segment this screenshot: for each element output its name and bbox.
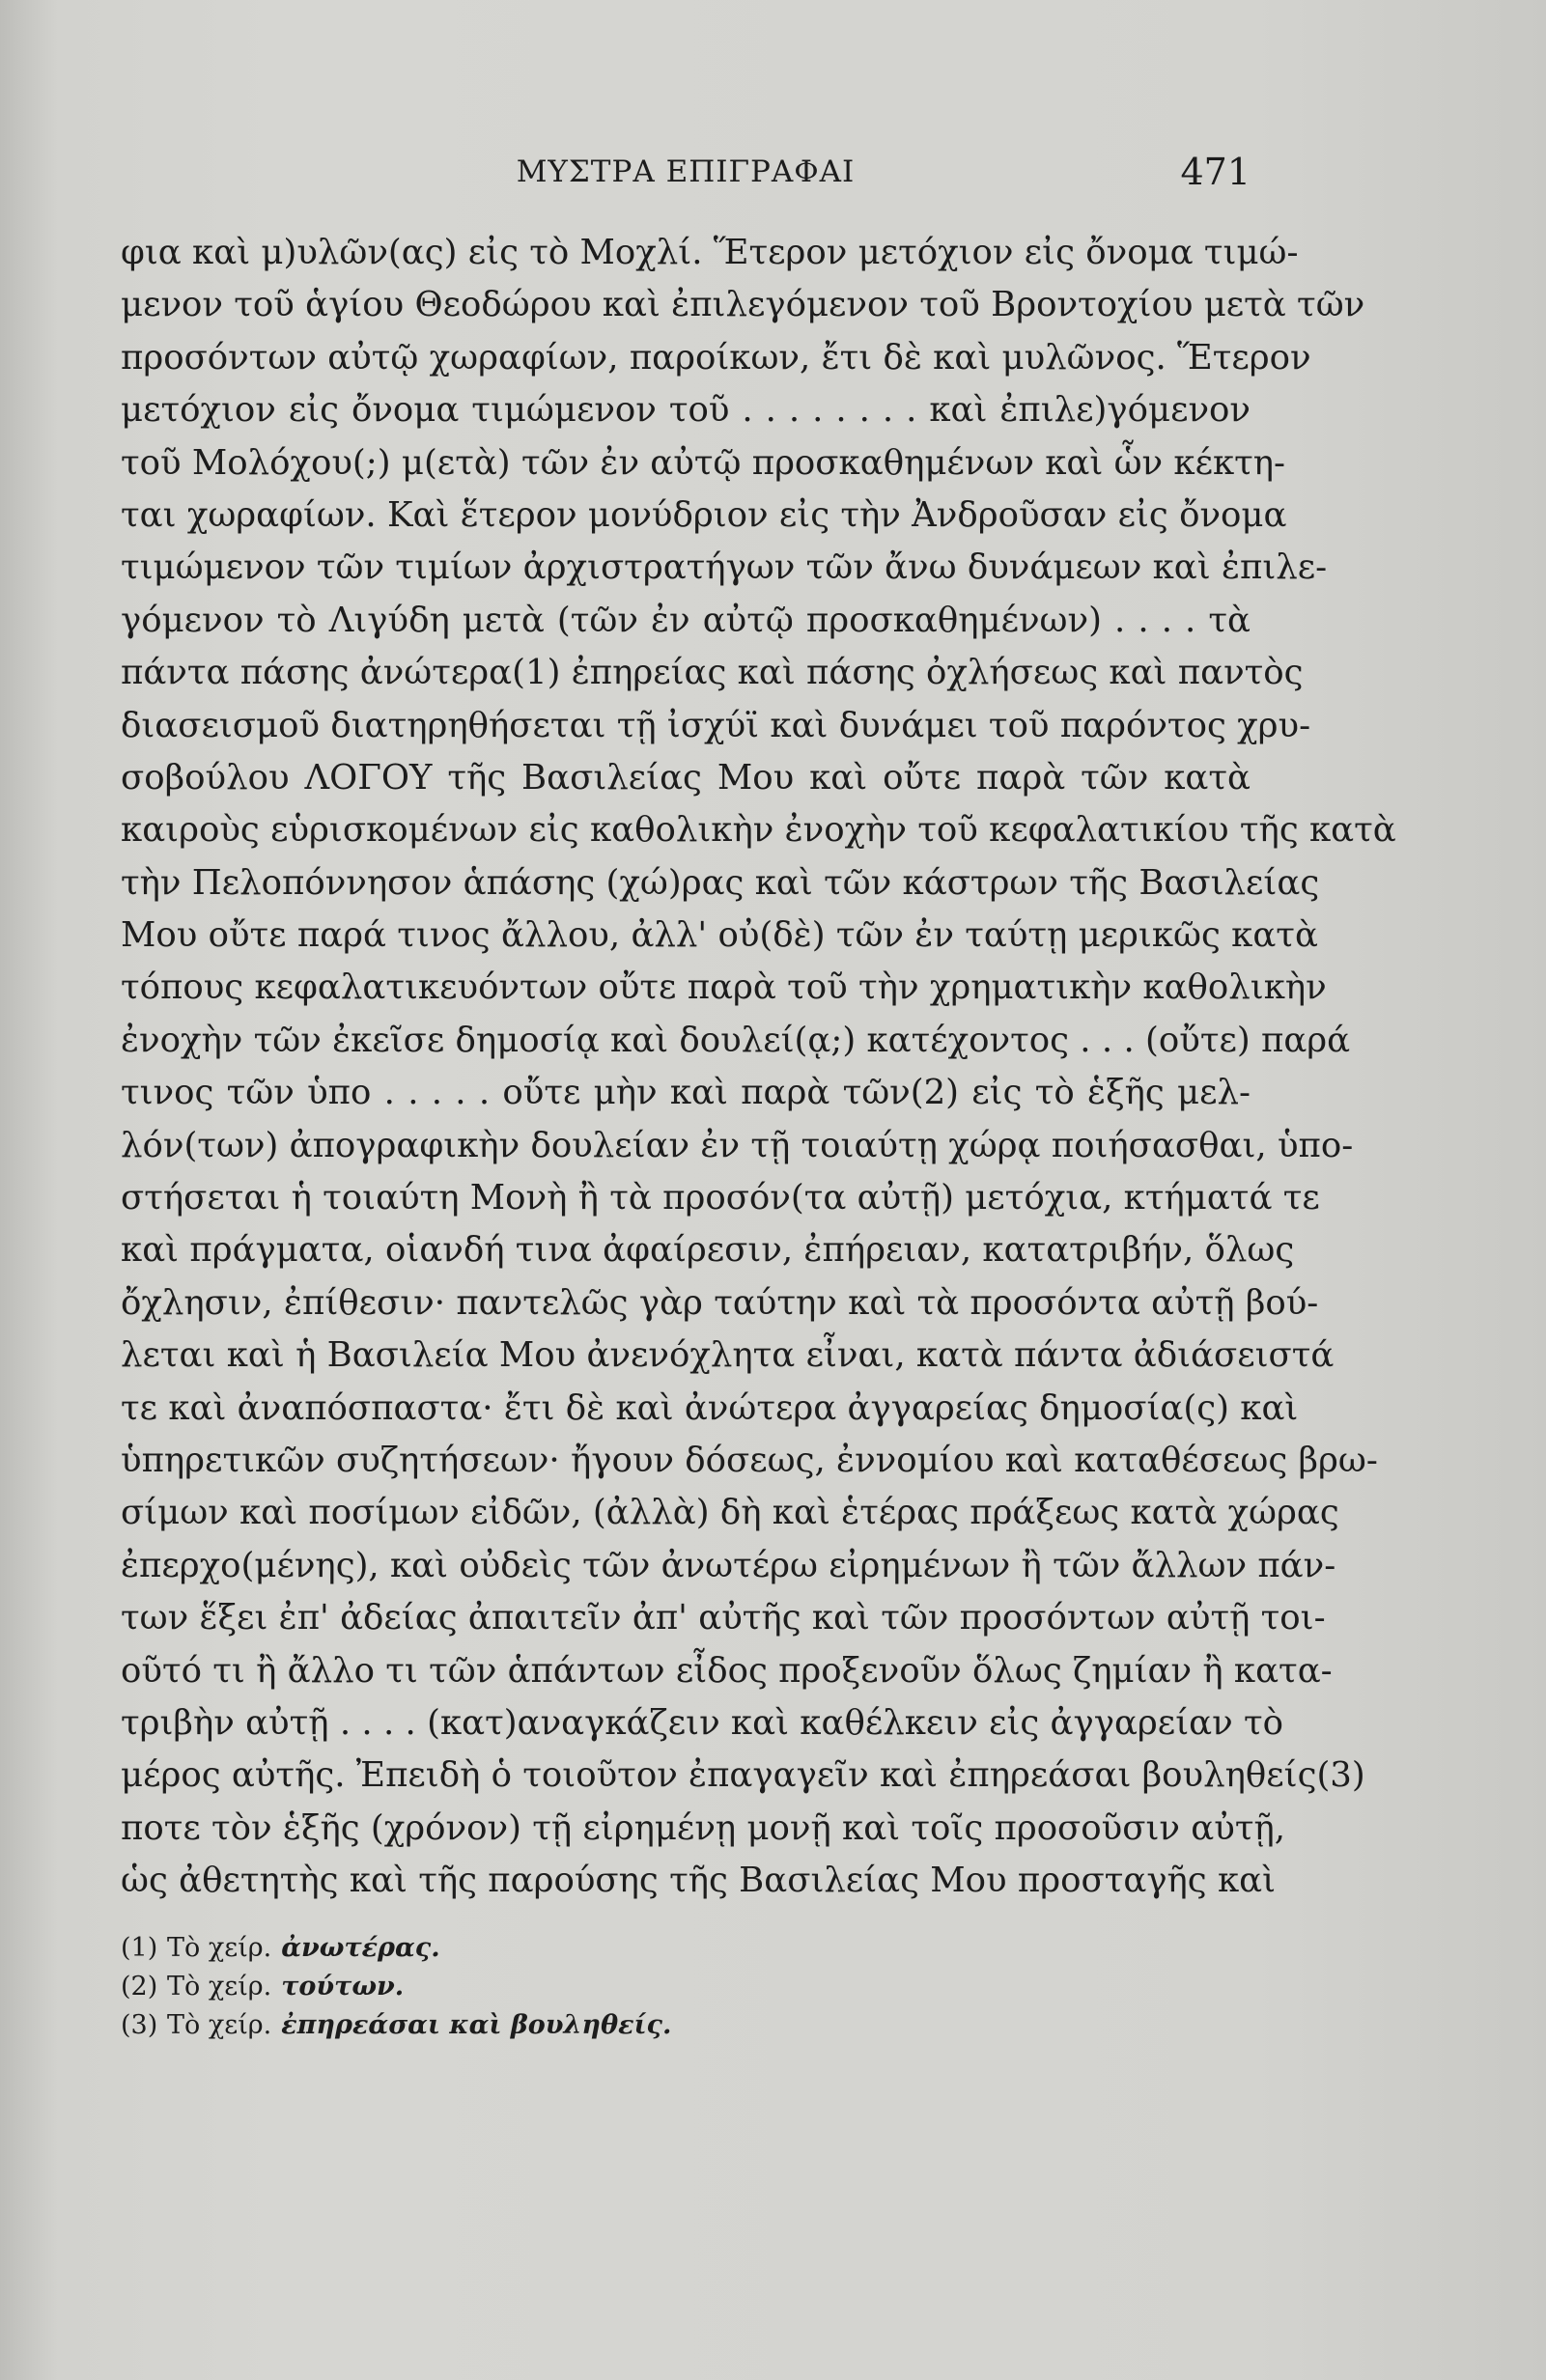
text-line: τοῦ Μολόχου(;) μ(ετὰ) τῶν ἐν αὐτῷ προσκαθημένων καὶ ὧν κέκτη- [121,442,1286,483]
text-line: λεται καὶ ἡ Βασιλεία Μου ἀνενόχλητα εἶναι, κατὰ πάντα ἀδιάσειστά [121,1335,1335,1376]
footnote-marker: (3) [121,2010,158,2040]
text-line: τόπους κεφαλατικευόντων οὔτε παρὰ τοῦ τὴν χρηματικὴν καθολικὴν [121,967,1327,1008]
text-line: τὴν Πελοπόννησον ἁπάσης (χώ)ρας καὶ τῶν κάστρων τῆς Βασιλείας [121,862,1320,903]
text-line: ἐνοχὴν τῶν ἐκεῖσε δημοσίᾳ καὶ δουλεί(ᾳ;) κατέχοντος . . . (οὔτε) παρά [121,1020,1351,1060]
footnote-marker: (1) [121,1933,158,1963]
text-line: λόν(των) ἀπογραφικὴν δουλείαν ἐν τῇ τοιαύτῃ χώρᾳ ποιήσασθαι, ὑπο- [121,1125,1354,1165]
text-line: στήσεται ἡ τοιαύτη Μονὴ ἢ τὰ προσόν(τα αὐτῇ) μετόχια, κτήματά τε [121,1178,1320,1218]
page-header [121,151,1251,212]
page-number: 471 [1180,151,1251,193]
text-line: ται χωραφίων. Καὶ ἕτερον μονύδριον εἰς τὴν Ἀνδροῦσαν εἰς ὄνομα [121,494,1287,535]
body-text [121,227,1396,1908]
text-line: φια καὶ μ)υλῶν(ας) εἰς τὸ Μοχλί. Ἕτερον μετόχιον εἰς ὄνομα τιμώ- [121,233,1299,272]
text-line: καὶ πράγματα, οἱανδή τινα ἀφαίρεσιν, ἐπήρειαν, κατατριβήν, ὅλως [121,1230,1295,1271]
text-line: Μου οὔτε παρά τινος ἄλλου, ἀλλ' οὐ(δὲ) τῶν ἐν ταύτῃ μερικῶς κατὰ [121,915,1318,956]
footnote-label: Τὸ χείρ. [167,1933,272,1963]
text-line: πάντα πάσης ἀνώτερα(1) ἐπηρείας καὶ πάσης ὀχλήσεως καὶ παντὸς [121,653,1304,693]
footnote-text: ἐπηρεάσαι καὶ βουληθείς. [281,2010,672,2040]
text-line: σοβούλου ΛΟΓΟΥ τῆς Βασιλείας Μου καὶ οὔτε παρὰ τῶν κατὰ [121,757,1251,798]
footnote-text: τούτων. [281,1972,405,2002]
footnote-text: ἀνωτέρας. [281,1933,440,1963]
text-line: ὡς ἀθετητὴς καὶ τῆς παρούσης τῆς Βασιλείας Μου προσταγῆς καὶ [121,1861,1277,1901]
footnote [121,2006,1251,2045]
text-line: μετόχιον εἰς ὄνομα τιμώμενον τοῦ . . . . . . . . καὶ ἐπιλε)γόμενον [121,390,1251,431]
text-line: ὑπηρετικῶν συζητήσεων· ἤγουν δόσεως, ἐννομίου καὶ καταθέσεως βρω- [121,1440,1378,1480]
footnote [121,1968,1251,2006]
footnotes [121,1929,1251,2045]
text-line: τιμώμενον τῶν τιμίων ἀρχιστρατήγων τῶν ἄνω δυνάμεων καὶ ἐπιλε- [121,547,1328,588]
text-line: μέρος αὐτῆς. Ἐπειδὴ ὁ τοιοῦτον ἐπαγαγεῖν καὶ ἐπηρεάσαι βουληθείς(3) [121,1755,1365,1796]
text-line: τριβὴν αὐτῇ . . . . (κατ)αναγκάζειν καὶ καθέλκειν εἰς ἀγγαρείαν τὸ [121,1702,1283,1743]
text-line: καιροὺς εὑρισκομένων εἰς καθολικὴν ἐνοχὴν τοῦ κεφαλατικίου τῆς κατὰ [121,810,1396,851]
text-line: προσόντων αὐτῷ χωραφίων, παροίκων, ἔτι δὲ καὶ μυλῶνος. Ἕτερον [121,337,1311,378]
text-line: μενον τοῦ ἁγίου Θεοδώρου καὶ ἐπιλεγόμενον τοῦ Βροντοχίου μετὰ τῶν [121,285,1365,325]
text-line: ὄχλησιν, ἐπίθεσιν· παντελῶς γὰρ ταύτην καὶ τὰ προσόντα αὐτῇ βού- [121,1282,1319,1323]
text-line: σίμων καὶ ποσίμων εἰδῶν, (ἀλλὰ) δὴ καὶ ἑτέρας πράξεως κατὰ χώρας [121,1493,1339,1533]
text-line: τινος τῶν ὑπο . . . . . οὔτε μὴν καὶ παρὰ τῶν(2) εἰς τὸ ἑξῆς μελ- [121,1073,1251,1113]
text-line: των ἕξει ἐπ' ἀδείας ἀπαιτεῖν ἀπ' αὐτῆς καὶ τῶν προσόντων αὐτῇ τοι- [121,1598,1326,1638]
text-line: γόμενον τὸ Λιγύδη μετὰ (τῶν ἐν αὐτῷ προσκαθημένων) . . . . τὰ [121,600,1251,640]
footnote-label: Τὸ χείρ. [167,2010,272,2040]
text-line: διασεισμοῦ διατηρηθήσεται τῇ ἰσχύϊ καὶ δυνάμει τοῦ παρόντος χρυ- [121,705,1311,745]
text-line: οῦτό τι ἢ ἄλλο τι τῶν ἁπάντων εἶδος προξενοῦν ὅλως ζημίαν ἢ κατα- [121,1650,1333,1691]
footnote-label: Τὸ χείρ. [167,1972,272,2002]
running-title: ΜΥΣΤΡΑ ΕΠΙΓΡΑΦΑΙ [516,154,856,189]
text-line: ἐπερχο(μένης), καὶ οὐδεὶς τῶν ἀνωτέρω εἰρημένων ἢ τῶν ἄλλων πάν- [121,1545,1336,1585]
text-line: τε καὶ ἀναπόσπαστα· ἔτι δὲ καὶ ἀνώτερα ἀγγαρείας δημοσία(ς) καὶ [121,1387,1299,1428]
footnote-marker: (2) [121,1972,158,2002]
footnote [121,1929,1251,1968]
text-line: ποτε τὸν ἑξῆς (χρόνον) τῇ εἰρημένῃ μονῇ καὶ τοῖς προσοῦσιν αὐτῇ, [121,1807,1286,1848]
